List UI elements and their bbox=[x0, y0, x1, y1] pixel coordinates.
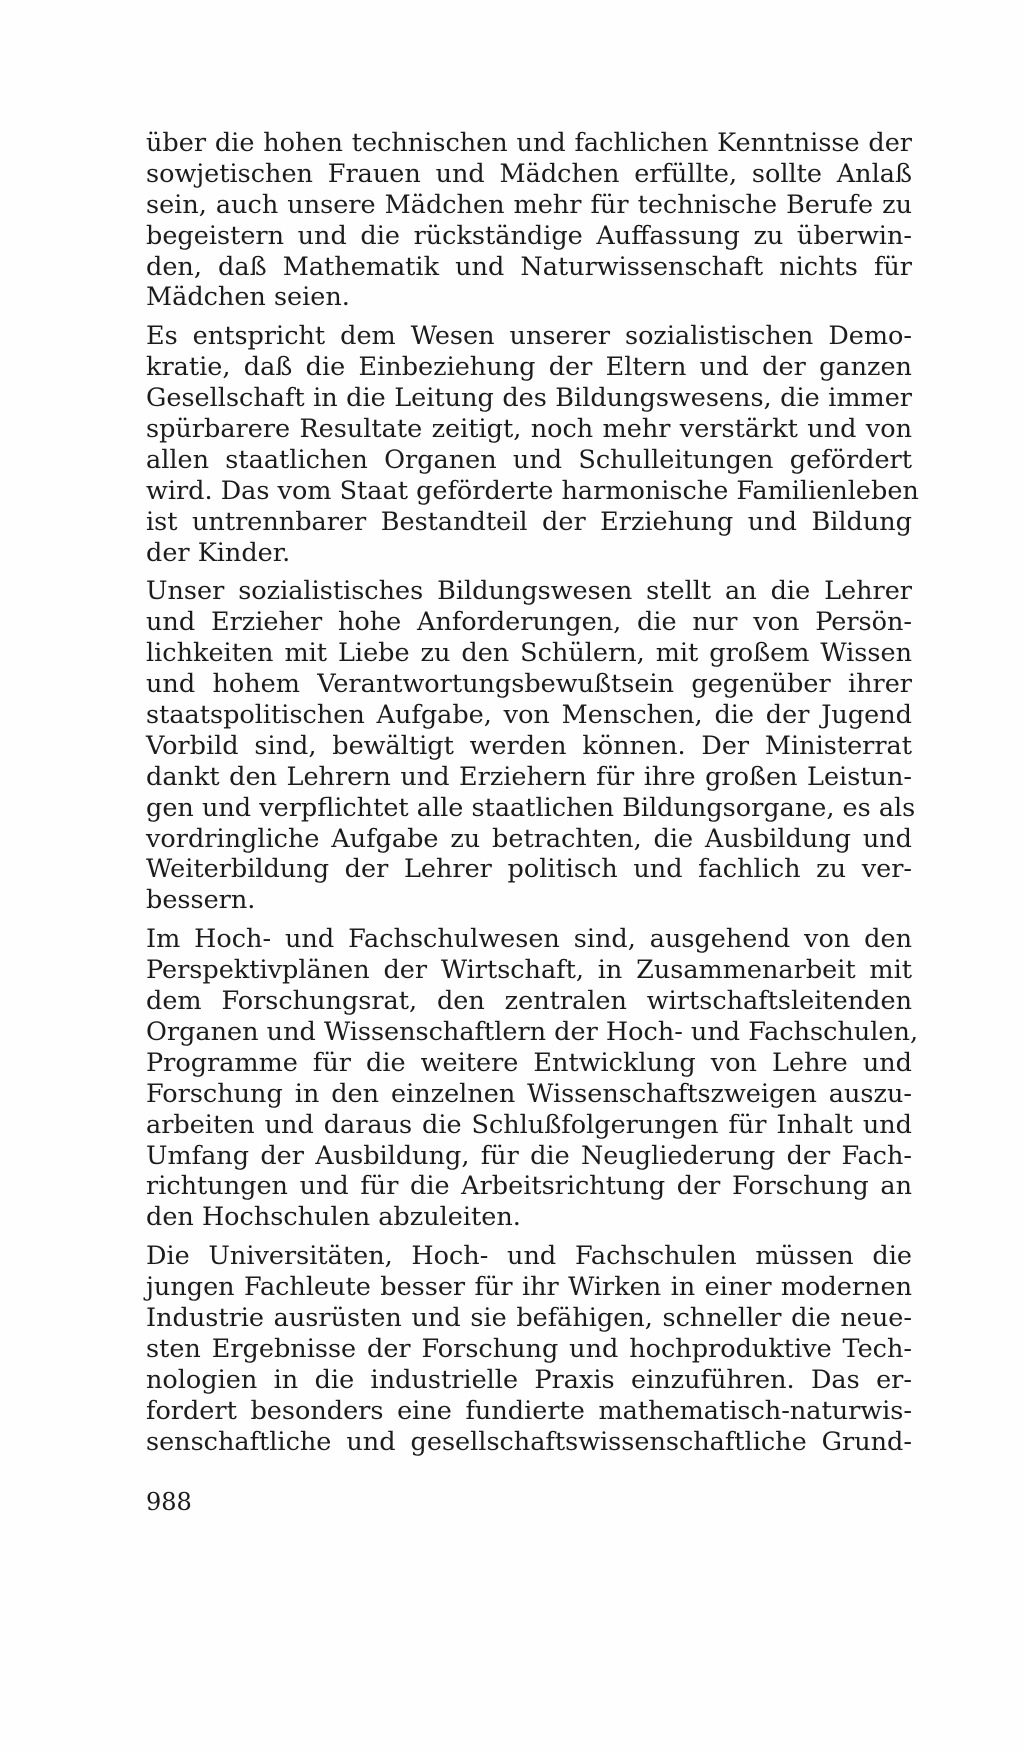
text-line: der Kinder. bbox=[146, 537, 291, 568]
text-line: staatspolitischen Aufgabe, von Menschen, die der Jugend bbox=[146, 700, 912, 731]
text-line: Unser sozialistisches Bildungswesen stellt an die Lehrer bbox=[146, 576, 912, 607]
text-line: Mädchen seien. bbox=[146, 282, 350, 313]
text-line: senschaftliche und gesellschaftswissenschaftliche Grund- bbox=[146, 1426, 912, 1457]
text-line: lichkeiten mit Liebe zu den Schülern, mit großem Wissen bbox=[146, 638, 912, 669]
text-line: den, daß Mathematik und Naturwissenschaft nichts für bbox=[146, 251, 912, 282]
text-line: begeistern und die rückständige Auffassung zu überwin- bbox=[146, 220, 912, 251]
text-line: Weiterbildung der Lehrer politisch und fachlich zu ver- bbox=[146, 854, 912, 885]
text-line: spürbarere Resultate zeitigt, noch mehr verstärkt und von bbox=[146, 414, 912, 445]
text-line: Im Hoch- und Fachschulwesen sind, ausgehend von den bbox=[146, 924, 912, 955]
text-line: Gesellschaft in die Leitung des Bildungswesens, die immer bbox=[146, 383, 912, 414]
text-line: allen staatlichen Organen und Schulleitungen gefördert bbox=[146, 444, 912, 475]
paragraph bbox=[146, 924, 919, 1233]
paragraph bbox=[146, 576, 916, 916]
text-line: Organen und Wissenschaftlern der Hoch- und Fachschulen, bbox=[146, 1016, 919, 1047]
paragraph bbox=[146, 128, 912, 313]
paragraph-gap bbox=[146, 1233, 912, 1241]
text-line: Industrie ausrüsten und sie befähigen, schneller die neue- bbox=[146, 1302, 912, 1333]
text-line: jungen Fachleute besser für ihr Wirken in einer modernen bbox=[146, 1272, 912, 1303]
text-line: arbeiten und daraus die Schlußfolgerungen für Inhalt und bbox=[146, 1109, 912, 1140]
body-text bbox=[146, 128, 919, 1457]
paragraph bbox=[146, 1241, 912, 1457]
paragraph-gap bbox=[146, 916, 912, 924]
text-line: über die hohen technischen und fachlichen Kenntnisse der bbox=[146, 128, 912, 158]
text-line: dankt den Lehrern und Erziehern für ihre großen Leistun- bbox=[146, 761, 912, 792]
text-line: Vorbild sind, bewältigt werden können. Der Ministerrat bbox=[146, 730, 912, 761]
text-line: den Hochschulen abzuleiten. bbox=[146, 1202, 521, 1233]
text-line: Umfang der Ausbildung, für die Neugliederung der Fach- bbox=[146, 1140, 912, 1171]
text-line: sowjetischen Frauen und Mädchen erfüllte, sollte Anlaß bbox=[146, 158, 912, 189]
text-line: ist untrennbarer Bestandteil der Erziehung und Bildung bbox=[146, 506, 912, 537]
text-line: gen und verpflichtet alle staatlichen Bildungsorgane, es als bbox=[146, 792, 916, 823]
text-line: vordringliche Aufgabe zu betrachten, die Ausbildung und bbox=[146, 823, 912, 854]
text-line: Die Universitäten, Hoch- und Fachschulen müssen die bbox=[146, 1241, 912, 1272]
text-line: nologien in die industrielle Praxis einzuführen. Das er- bbox=[146, 1364, 912, 1395]
paragraph-gap bbox=[146, 313, 912, 321]
text-line: dem Forschungsrat, den zentralen wirtschaftsleitenden bbox=[146, 986, 912, 1017]
text-line: wird. Das vom Staat geförderte harmonische Familienleben bbox=[146, 475, 919, 506]
text-line: und hohem Verantwortungsbewußtsein gegenüber ihrer bbox=[146, 669, 912, 700]
text-line: kratie, daß die Einbeziehung der Eltern und der ganzen bbox=[146, 352, 912, 383]
paragraph bbox=[146, 321, 919, 568]
text-line: und Erzieher hohe Anforderungen, die nur von Persön- bbox=[146, 607, 912, 638]
text-line: richtungen und für die Arbeitsrichtung der Forschung an bbox=[146, 1171, 912, 1202]
text-line: Es entspricht dem Wesen unserer sozialistischen Demo- bbox=[146, 321, 912, 352]
paragraph-gap bbox=[146, 568, 912, 576]
text-line: sein, auch unsere Mädchen mehr für technische Berufe zu bbox=[146, 189, 912, 220]
text-line: sten Ergebnisse der Forschung und hochproduktive Tech- bbox=[146, 1333, 912, 1364]
page-number: 988 bbox=[146, 1488, 192, 1516]
text-line: Forschung in den einzelnen Wissenschaftszweigen auszu- bbox=[146, 1078, 912, 1109]
text-line: bessern. bbox=[146, 885, 256, 916]
text-line: Programme für die weitere Entwicklung von Lehre und bbox=[146, 1047, 912, 1078]
text-line: fordert besonders eine fundierte mathematisch-naturwis- bbox=[146, 1395, 912, 1426]
text-line: Perspektivplänen der Wirtschaft, in Zusammenarbeit mit bbox=[146, 955, 912, 986]
